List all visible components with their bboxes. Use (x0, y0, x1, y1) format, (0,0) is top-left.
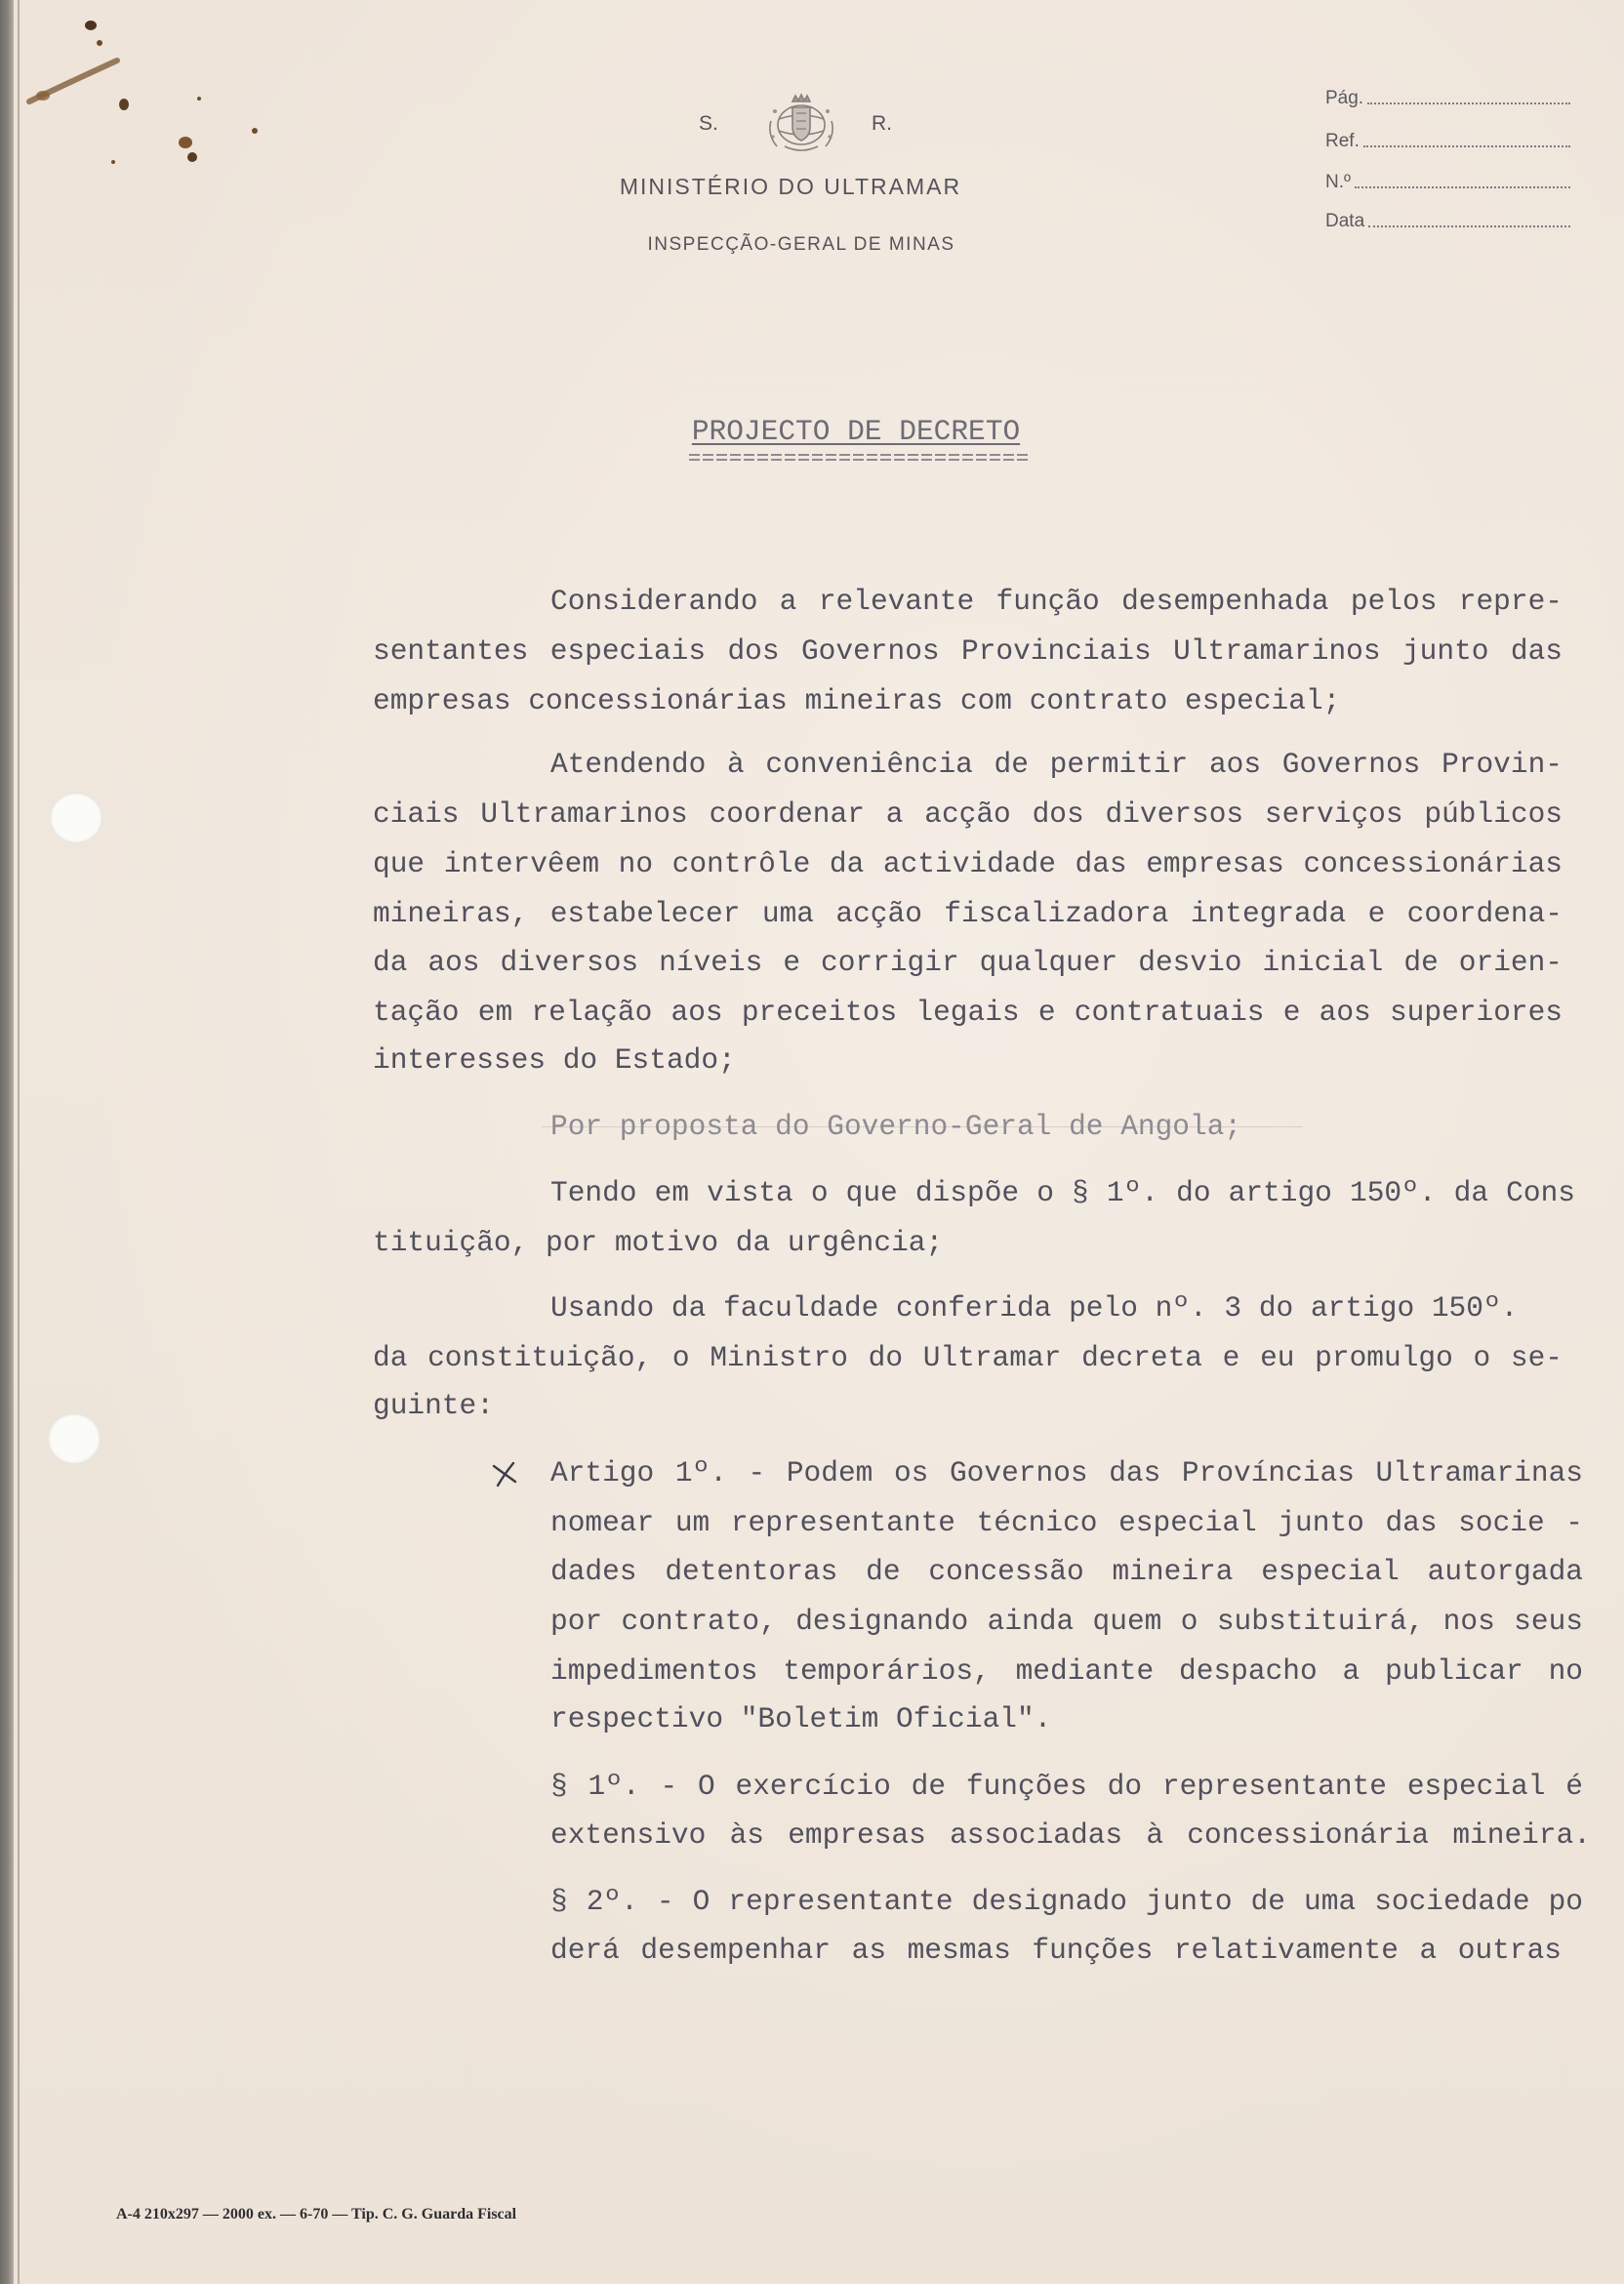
text-line: tação em relação aos preceitos legais e contratuais e aos superiores (373, 996, 1563, 1029)
seal-letter-r: R. (872, 112, 892, 135)
text-line: § 1º. - O exercício de funções do representante especial é (550, 1770, 1583, 1803)
text-line: dades detentoras de concessão mineira especial autorgada (550, 1555, 1583, 1588)
text-line: sentantes especiais dos Governos Provinciais Ultramarinos junto das (373, 634, 1563, 668)
text-line: Atendendo à conveniência de permitir aos Governos Provin- (550, 748, 1563, 781)
text-line: Considerando a relevante função desempenhada pelos repre- (550, 585, 1563, 618)
rust-stains (0, 0, 293, 185)
text-line: Tendo em vista o que dispõe o § 1º. do artigo 150º. da Cons (550, 1176, 1575, 1209)
text-line: mineiras, estabelecer uma acção fiscalizadora integrada e coordena- (373, 897, 1563, 930)
text-line: da constituição, o Ministro do Ultramar decreta e eu promulgo o se- (373, 1341, 1563, 1374)
title-double-rule (689, 454, 1029, 461)
dotted-leader (1363, 145, 1570, 147)
document-title: PROJECTO DE DECRETO (691, 415, 1021, 448)
text-line: Artigo 1º. - Podem os Governos das Províncias Ultramarinas (550, 1456, 1583, 1489)
text-line: Por proposta do Governo-Geral de Angola; (550, 1110, 1242, 1143)
text-line: nomear um representante técnico especial junto das socie - (550, 1506, 1583, 1539)
text-line: impedimentos temporários, mediante despacho a publicar no (550, 1654, 1583, 1688)
coat-of-arms-icon (765, 92, 837, 156)
punch-hole (48, 1413, 101, 1464)
department-name: INSPECÇÃO-GERAL DE MINAS (647, 234, 955, 255)
text-line: interesses do Estado; (373, 1043, 736, 1077)
dotted-leader (1368, 225, 1570, 227)
scan-left-edge (0, 0, 14, 2284)
text-line: § 2º. - O representante designado junto de uma sociedade po (550, 1885, 1583, 1918)
text-line: respectivo "Boletim Oficial". (550, 1702, 1052, 1735)
ref-field-page (1325, 82, 1570, 109)
ministry-name: MINISTÉRIO DO ULTRAMAR (619, 174, 962, 199)
ref-field-label: Data (1325, 211, 1365, 231)
printer-imprint: A-4 210x297 — 2000 ex. — 6-70 — Tip. C. G. Guarda Fiscal (116, 2206, 517, 2223)
text-line: empresas concessionárias mineiras com contrato especial; (373, 684, 1341, 717)
text-line: da aos diversos níveis e corrigir qualquer desvio inicial de orien- (373, 946, 1563, 979)
text-line: ciais Ultramarinos coordenar a acção dos diversos serviços públicos (373, 797, 1563, 831)
text-line: extensivo às empresas associadas à concessionária mineira. (550, 1818, 1591, 1852)
text-line: derá desempenhar as mesmas funções relativamente a outras (550, 1934, 1562, 1967)
text-line: tituição, por motivo da urgência; (373, 1226, 944, 1259)
punch-hole (50, 793, 102, 843)
dotted-leader (1367, 102, 1570, 104)
ref-field-number (1325, 166, 1570, 193)
dotted-leader (1355, 186, 1570, 188)
text-line: Usando da faculdade conferida pelo nº. 3 do artigo 150º. (550, 1291, 1519, 1325)
text-line: guinte: (373, 1389, 494, 1422)
seal-letter-s: S. (699, 112, 718, 135)
text-line: que intervêem no contrôle da actividade das empresas concessionárias (373, 847, 1563, 880)
ref-field-ref (1325, 125, 1570, 152)
text-line: por contrato, designando ainda quem o substituirá, nos seus (550, 1605, 1583, 1638)
scan-edge-line (18, 0, 20, 2284)
ref-field-label: N.º (1325, 172, 1351, 192)
handwritten-cross-mark (488, 1460, 521, 1488)
ref-field-label: Pág. (1325, 88, 1364, 108)
ref-field-date (1325, 205, 1570, 232)
ref-field-label: Ref. (1325, 131, 1360, 151)
